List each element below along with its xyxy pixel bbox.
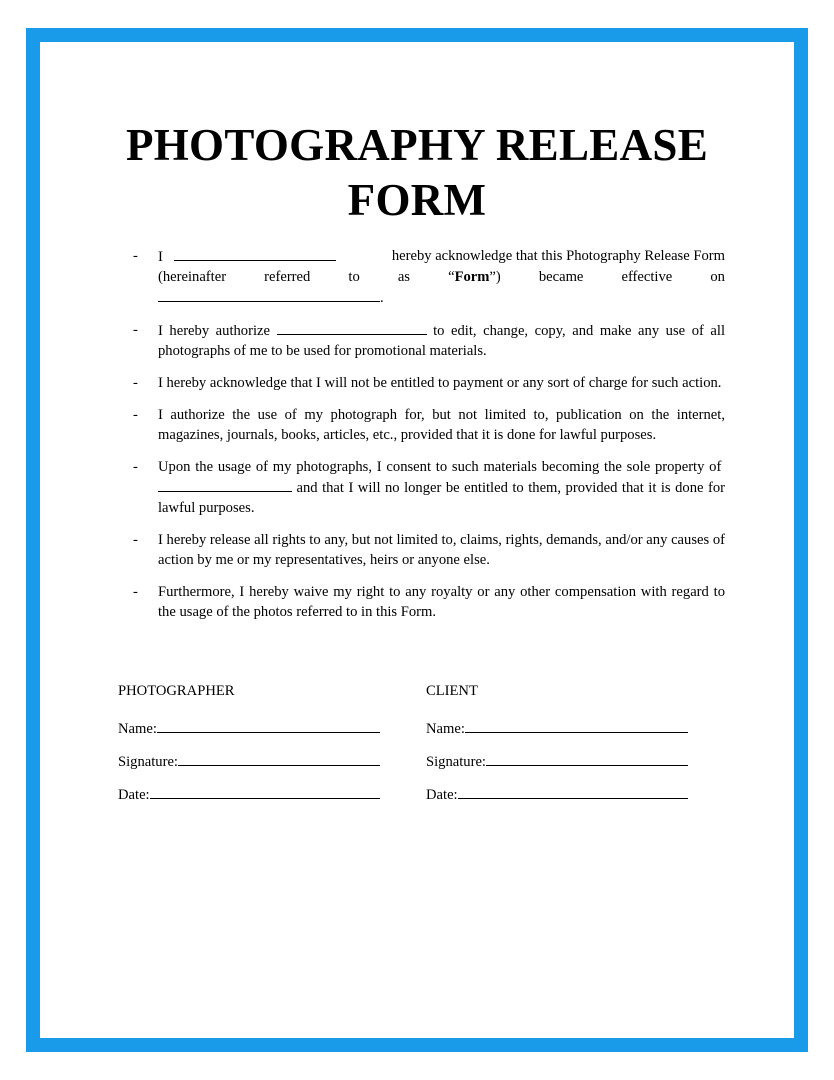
photographer-date-label: Date: (118, 787, 150, 803)
clause-waive-royalty (130, 582, 725, 622)
clause-text: Upon the usage of my photographs, I consent to such materials becoming the sole property of and that I will no longer be entitled to them, provided that it is done for lawful purposes. (158, 459, 725, 516)
photographer-name-label: Name: (118, 721, 157, 737)
client-signature-label: Signature: (426, 754, 486, 770)
list-dash: - (133, 248, 138, 264)
client-signature-row (426, 750, 688, 772)
title-line-1: PHOTOGRAPHY RELEASE (125, 120, 709, 170)
photographer-date-row (118, 783, 380, 805)
title-line-2: FORM (347, 175, 487, 225)
blank-owner-field[interactable] (158, 477, 292, 492)
clause-text: I hereby release all rights to any, but not limited to, claims, rights, demands, and/or any causes of action by me or my representatives, heirs or anyone else. (158, 532, 725, 568)
clause-line: . (158, 290, 384, 306)
client-date-row (426, 783, 688, 805)
clause-line: (hereinafter referred to as “Form”) became effective on (158, 269, 725, 285)
photographer-heading: PHOTOGRAPHER (118, 683, 235, 699)
photographer-signature-label: Signature: (118, 754, 178, 770)
defined-term: Form (454, 269, 490, 285)
photographer-signature-row (118, 750, 380, 772)
client-signature-block (426, 681, 688, 816)
clause-text (158, 246, 725, 308)
client-signature-field[interactable] (486, 750, 688, 766)
clause-text: I authorize the use of my photograph for, but not limited to, publication on the internet, magazines, journals, books, articles, etc., provided that it is done for lawful purposes. (158, 407, 725, 443)
clause-effective-date (130, 246, 725, 308)
client-name-field[interactable] (465, 717, 688, 733)
list-dash: - (133, 375, 138, 391)
list-dash: - (133, 532, 138, 548)
blank-name-field[interactable] (174, 246, 336, 261)
client-name-label: Name: (426, 721, 465, 737)
document-title (0, 118, 834, 228)
client-name-row (426, 717, 688, 739)
release-clauses-list (130, 246, 725, 634)
clause-release-rights (130, 530, 725, 570)
client-date-label: Date: (426, 787, 458, 803)
blank-authorized-party-field[interactable] (277, 320, 427, 335)
client-date-field[interactable] (458, 783, 688, 799)
clause-authorization (130, 320, 725, 361)
clause-text: I hereby acknowledge that I will not be entitled to payment or any sort of charge for such action. (158, 375, 722, 391)
blank-effective-date-field[interactable] (158, 287, 380, 302)
photographer-name-row (118, 717, 380, 739)
photographer-signature-block (118, 681, 380, 816)
list-dash: - (133, 459, 138, 475)
clause-line: I hereby acknowledge that this Photography Release Form (158, 248, 725, 265)
client-heading: CLIENT (426, 683, 478, 699)
clause-text: I hereby authorize to edit, change, copy, and make any use of all photographs of me to be used for promotional materials. (158, 320, 725, 361)
photographer-date-field[interactable] (150, 783, 380, 799)
list-dash: - (133, 407, 138, 423)
list-dash: - (133, 322, 138, 338)
clause-sole-property (130, 457, 725, 518)
clause-no-payment (130, 373, 725, 393)
photographer-signature-field[interactable] (178, 750, 380, 766)
clause-usage-authorization (130, 405, 725, 445)
list-dash: - (133, 584, 138, 600)
clause-text: Furthermore, I hereby waive my right to any royalty or any other compensation with regard to the usage of the photos referred to in this Form. (158, 584, 725, 620)
photographer-name-field[interactable] (157, 717, 380, 733)
